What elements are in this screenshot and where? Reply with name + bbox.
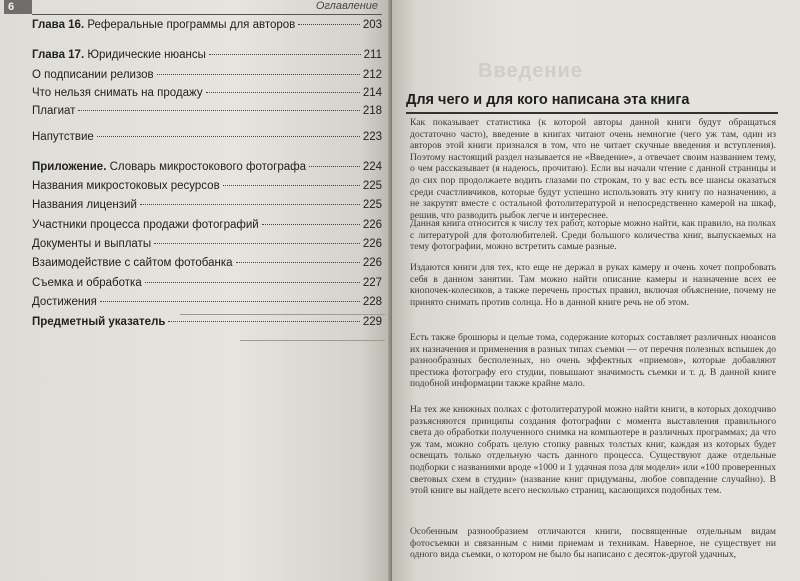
toc-entry-title: [32, 161, 306, 173]
toc-entry: [32, 49, 382, 65]
toc-entry-title: [32, 277, 142, 289]
toc-entry-text: Словарь микростокового фотографа: [106, 161, 306, 173]
toc-entry-text: Что нельзя снимать на продажу: [32, 87, 203, 99]
toc-entry-title: [32, 69, 154, 81]
toc-page-number: 229: [362, 316, 382, 328]
toc-leader-dots: [209, 54, 361, 55]
toc-leader-dots: [145, 282, 360, 283]
toc-page-number: 226: [362, 257, 382, 269]
toc-entry: [32, 316, 382, 332]
toc-entry: [32, 69, 382, 85]
toc-entry-text: Взаимодействие с сайтом фотобанка: [32, 257, 233, 269]
toc-entry: [32, 161, 382, 177]
toc-entry-title: [32, 219, 259, 231]
toc-page-number: 227: [362, 277, 382, 289]
left-page: [0, 0, 392, 581]
toc-entry-title: [32, 49, 206, 61]
toc-leader-dots: [168, 321, 359, 322]
toc-page-number: 203: [362, 19, 382, 31]
toc-entry: [32, 19, 382, 35]
toc-entry-text: Съемка и обработка: [32, 277, 142, 289]
paragraph: Особенным разнообразием отличаются книги, посвященные отдельным видам фотосъемки и связанным с ними приемам и техникам. Наверное, не существует ни одного вида съемки, о котором не было бы написано с десяток-другой удачных,: [410, 526, 776, 561]
toc-page-number: 225: [362, 180, 382, 192]
paragraph: На тех же книжных полках с фотолитературой можно найти книги, в которых доходчиво разъясняются принципы создания фотографии с момента выставления правильного света до обработки полученного снимка на компьютере в различных программах; да что уж там, можно собрать целую стопку равных толстых книг, каждая из которых будет освещать только отдельную часть данного процесса. Существуют даже отдельные подборки с названиями вроде «1000 и 1 удачная поза для модели» или «100 проверенных световых схем в студии» (название книг придуманы, любое совпадение случайно). В этой книге вы найдете всего несколько страниц, касающихся подобных тем.: [410, 404, 776, 497]
toc-entry-text: Документы и выплаты: [32, 238, 152, 250]
toc-entry: [32, 296, 382, 312]
toc-entry-title: [32, 131, 94, 143]
paragraph: Издаются книги для тех, кто еще не держал в руках камеру и очень хочет попробовать себя в данном занятии. Там можно найти описание камеры и назначение всех ее кнопочек-колесиков, а также перечень простых правил, включая объяснение, почему не принято снимать против солнца. Но в данной книге речь не об этом.: [410, 262, 776, 308]
section-title: Оглавление: [315, 0, 378, 12]
toc-entry: [32, 257, 382, 273]
toc-entry: [32, 87, 382, 103]
divider: [180, 314, 385, 315]
toc-entry-text: Плагиат: [32, 105, 76, 117]
toc-entry-prefix: Глава 17.: [32, 49, 85, 61]
toc-entry: [32, 277, 382, 293]
toc-leader-dots: [206, 92, 360, 93]
toc-leader-dots: [154, 243, 360, 244]
toc-entry-text: Достижения: [32, 296, 97, 308]
toc-entry-text: О подписании релизов: [32, 69, 154, 81]
toc-entry-prefix: Предметный указатель: [32, 316, 166, 328]
toc-page-number: 212: [362, 69, 382, 81]
toc-page-number: 226: [362, 238, 382, 250]
toc-entry: [32, 105, 382, 121]
toc-entry-text: Названия микростоковых ресурсов: [32, 180, 220, 192]
paragraph: Как показывает статистика (к которой авторы данной книги будут обращаться достаточно часто), введение в книгах читают очень немногие (чего уж там, один из авторов этой книги признался в том, что не читает скучные введения и вступления). Поэтому настоящий раздел называется не «Введение», а отвечает своим названием тему, о чем рассказывает (я надеюсь, прочитаю). Если вы начали чтение с данной страницы и до сих пор продолжаете водить глазами по строкам, то у вас есть все шансы оказаться среди счастливчиков, которые будут успешно использовать эту книгу по назначению, а не закрутят вместе с остальной фотолитературой и непосредственно камерой на шкаф, решив, что разводить рыбок легче и интереснее.: [410, 117, 776, 221]
toc-entry-text: Названия лицензий: [32, 199, 137, 211]
toc-entry-title: [32, 87, 203, 99]
toc-entry-title: [32, 257, 233, 269]
toc-entry-title: [32, 180, 220, 192]
toc-entry-text: Участники процесса продажи фотографий: [32, 219, 259, 231]
toc-entry-text: Напутствие: [32, 131, 94, 143]
toc-entry: [32, 199, 382, 215]
toc-leader-dots: [100, 301, 360, 302]
toc-page-number: 218: [362, 105, 382, 117]
toc-leader-dots: [78, 110, 359, 111]
toc-entry-title: [32, 105, 75, 117]
toc-entry-title: [32, 316, 165, 328]
toc-page-number: 223: [362, 131, 382, 143]
paragraph: Данная книга относится к числу тех работ, которые можно найти, как правило, на полках с литературой для фотолюбителей. Среди большого количества книг, выпускаемых на тему фотографии, можно встретить самые разные.: [410, 218, 776, 253]
page-number: 6: [4, 0, 32, 14]
faint-chapter-title: Введение: [478, 60, 583, 82]
toc-entry-prefix: Глава 16.: [32, 19, 85, 31]
toc-entry-prefix: Приложение.: [32, 161, 107, 173]
toc-leader-dots: [97, 136, 360, 137]
toc-leader-dots: [223, 185, 360, 186]
running-header: [0, 0, 390, 16]
toc-leader-dots: [298, 24, 360, 25]
toc-entry-title: [32, 296, 97, 308]
divider: [240, 340, 385, 341]
toc-entry: [32, 180, 382, 196]
toc-entry: [32, 219, 382, 235]
toc-leader-dots: [157, 74, 360, 75]
toc-page-number: 214: [362, 87, 382, 99]
toc-page-number: 226: [362, 219, 382, 231]
toc-page-number: 225: [362, 199, 382, 211]
toc-entry-title: [32, 19, 295, 31]
header-rule: [32, 14, 382, 15]
toc-leader-dots: [309, 166, 360, 167]
toc-entry: [32, 238, 382, 254]
toc-entry-title: [32, 199, 137, 211]
section-heading: Для чего и для кого написана эта книга: [406, 92, 690, 108]
toc-entry-text: Реферальные программы для авторов: [84, 19, 296, 31]
toc-entry-text: Юридические нюансы: [84, 49, 206, 61]
toc-entry: [32, 131, 382, 147]
toc-page-number: 228: [362, 296, 382, 308]
toc-leader-dots: [236, 262, 360, 263]
toc-page-number: 224: [362, 161, 382, 173]
toc-page-number: 211: [363, 49, 382, 61]
paragraph: Есть также брошюры и целые тома, содержание которых составляет различных нюансов их назначения и применения в разных типах съемки — от перечня полезных вспышек до разнообразных бесполезных, но очень эффектных «приемов», которые добавляют престижа фотографу его студии, повышают значимость съемки и т. д. В данной книге подобной информации также крайне мало.: [410, 332, 776, 390]
heading-rule: [406, 112, 778, 114]
toc-leader-dots: [262, 224, 360, 225]
toc-entry-title: [32, 238, 151, 250]
toc-leader-dots: [140, 204, 360, 205]
